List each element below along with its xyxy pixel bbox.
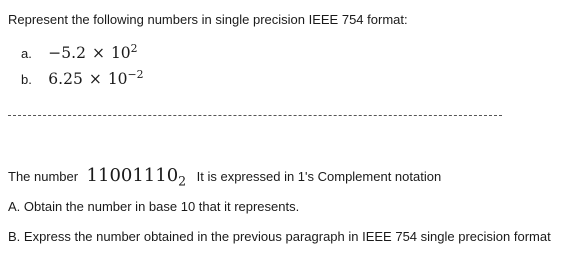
list-item-a: [21, 44, 138, 63]
binary-value: 11001110: [86, 165, 179, 186]
item-b-expression: [48, 70, 143, 88]
question-2-statement: [8, 165, 442, 189]
item-a-mantissa: −5.2: [48, 44, 86, 62]
binary-base-subscript: 2: [178, 173, 187, 189]
statement-prefix: The number: [8, 169, 79, 184]
part-b-text: B. Express the number obtained in the previous paragraph in IEEE 754 single precision format: [8, 229, 551, 244]
item-a-label: a.: [21, 46, 32, 61]
item-b-exponent: −2: [127, 68, 144, 82]
item-b-times: ×: [88, 70, 102, 88]
item-a-times: ×: [91, 44, 105, 62]
dashed-divider: [8, 115, 502, 116]
item-a-base: 10: [110, 44, 131, 62]
item-a-exponent: 2: [130, 42, 138, 56]
item-b-mantissa: 6.25: [48, 70, 83, 88]
part-a-text: A. Obtain the number in base 10 that it represents.: [8, 199, 300, 214]
binary-number: [86, 165, 187, 189]
item-a-expression: [48, 44, 137, 62]
statement-suffix: It is expressed in 1's Complement notation: [196, 169, 442, 184]
item-b-base: 10: [107, 70, 128, 88]
item-b-label: b.: [21, 72, 32, 87]
question-1-intro: Represent the following numbers in single precision IEEE 754 format:: [8, 12, 408, 27]
list-item-b: [21, 70, 144, 89]
